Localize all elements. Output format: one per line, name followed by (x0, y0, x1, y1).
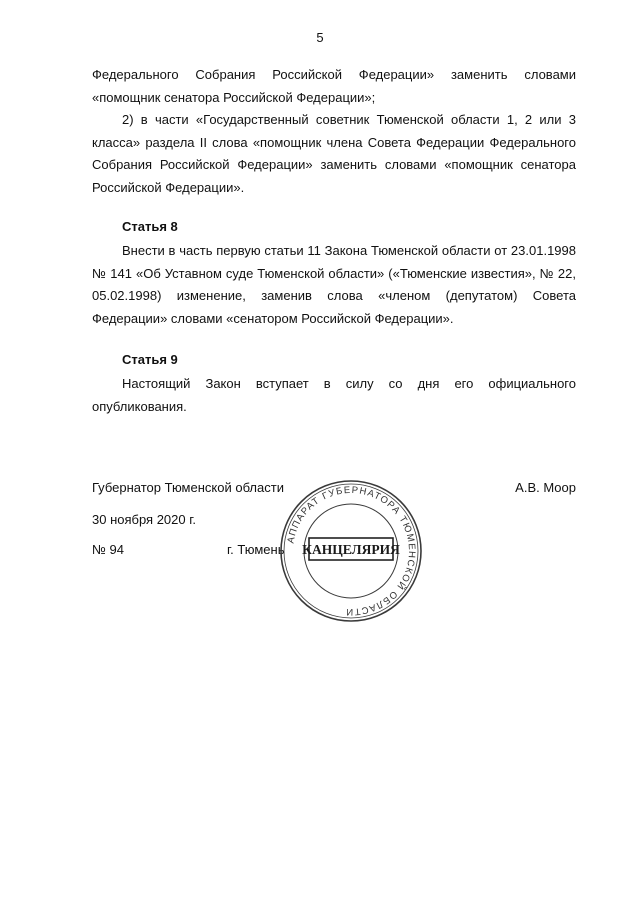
signatory-name: А.В. Моор (515, 480, 576, 495)
article8-text: Внести в часть первую статьи 11 Закона Тюменской области от 23.01.1998 № 141 «Об Уставном суде Тюменской области» («Тюменские известия», № 22, 05.02.1998) изменение, заменив слова «членом (депутатом) Совета Федерации» словами «сенатором Российской Федерации». (92, 243, 576, 326)
signatory-title: Губернатор Тюменской области (92, 480, 284, 495)
signing-city: г. Тюмень (227, 542, 285, 557)
paragraph-item-2: 2) в части «Государственный советник Тюменской области 1, 2 или 3 класса» раздела II слова «помощник члена Совета Федерации Федерального Собрания Российской Федерации» заменить словами «помощник сенатора Российской Федерации». (92, 112, 576, 195)
law-number: № 94 (92, 542, 125, 557)
article9-heading: Статья 9 (122, 352, 178, 367)
paragraph-continuation: Федерального Собрания Российской Федерации» заменить словами «помощник сенатора Российской Федерации»; (92, 67, 576, 105)
signing-date: 30 ноября 2020 г. (92, 512, 196, 527)
page-number: 5 (316, 30, 324, 45)
article9-text: Настоящий Закон вступает в силу со дня его официального опубликования. (92, 376, 576, 414)
seal-ring-text: АППАРАТ ГУБЕРНАТОРА ТЮМЕНСКОЙ ОБЛАСТИ (285, 484, 418, 618)
seal-center-text: КАНЦЕЛЯРИЯ (302, 542, 400, 557)
article9-body (92, 373, 576, 418)
article8-body (92, 240, 576, 330)
official-seal-stamp (276, 476, 426, 626)
article7-continuation (92, 64, 576, 199)
article8-heading: Статья 8 (122, 219, 178, 234)
